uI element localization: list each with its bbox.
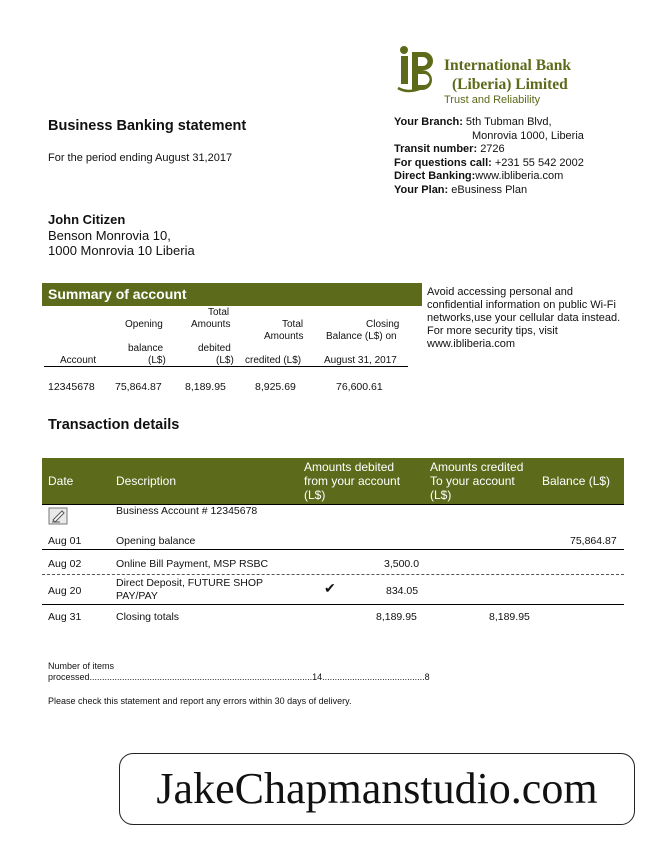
row-4-credit: 8,189.95 [489,611,530,623]
row-4-date: Aug 31 [48,611,82,623]
th-credited [430,460,523,502]
questions-value: +231 55 542 2002 [494,156,584,169]
transit-value: 2726 [480,143,505,155]
summary-account-value: 12345678 [48,381,95,393]
summary-header-closing-2: Balance (L$) on [326,331,397,342]
customer-address [48,212,195,259]
th-credited-line2: To your account [430,474,515,488]
statement-period: For the period ending August 31,2017 [48,152,233,164]
summary-closing-value: 76,600.61 [336,381,383,393]
account-line: Business Account # 12345678 [116,505,258,517]
plan-label: Your Plan: [394,183,449,196]
row-4-description: Closing totals [116,611,180,623]
branch-line1: 5th Tubman Blvd, [465,116,552,128]
branch-label: Your Branch: [394,116,463,128]
transactions-heading: Transaction details [48,417,180,433]
row-3-description-line2: PAY/PAY [116,590,158,602]
summary-header-credited-3: credited (L$) [245,355,302,366]
summary-header-closing-1: Closing [366,319,400,330]
items-processed [48,661,508,683]
items-processed-label: Number of items [48,661,115,671]
row-3-date: Aug 20 [48,585,82,597]
summary-heading: Summary of account [42,283,422,306]
row-1-balance: 75,864.87 [570,535,617,547]
summary-header-opening-2: balance [128,343,164,354]
customer-name: John Citizen [48,212,126,227]
summary-header-credited-2: Amounts [264,331,304,342]
statement-title: Business Banking statement [48,118,247,134]
summary-credited-value: 8,925.69 [255,381,296,393]
summary-divider [44,366,408,367]
th-debited-line3: (L$) [304,488,326,502]
th-debited-line1: Amounts debited [304,460,395,474]
summary-header-debited-3: debited [198,343,231,354]
branch-info [394,116,584,197]
note-icon [48,507,68,525]
summary-opening-value: 75,864.87 [115,381,162,393]
direct-banking-link[interactable]: www.ibliberia.com [475,170,564,182]
check-statement-note: Please check this statement and report any errors within 30 days of delivery. [48,696,352,706]
summary-header-account: Account [60,355,97,366]
summary-header-credited-1: Total [282,319,304,330]
th-credited-line1: Amounts credited [430,460,524,474]
th-balance: Balance (L$) [542,474,611,488]
transit-label: Transit number: [394,143,478,155]
th-credited-line3: (L$) [430,488,452,502]
summary-debited-value: 8,189.95 [185,381,226,393]
summary-header-debited-2: Amounts [191,319,231,330]
direct-banking-label: Direct Banking: [394,170,476,182]
security-tip: Avoid accessing personal and confidential information on public Wi-Fi networks,use your cellular data instead. For more security tips, visit www.ibliberia.com [427,286,621,350]
row-2-description: Online Bill Payment, MSP RSBC [116,558,269,570]
summary-header-debited-1: Total [208,307,230,318]
th-debited [304,460,400,502]
questions-label: For questions call: [394,156,492,169]
customer-address-line2: 1000 Monrovia 10 Liberia [48,243,195,258]
bank-name-line2: (Liberia) Limited [452,76,568,93]
row-3-debit: 834.05 [386,585,419,597]
row-4-debit: 8,189.95 [376,611,417,623]
summary-header-closing-3: August 31, 2017 [324,355,397,366]
items-processed-counts: processed.........................................................................................14.........................................8 [48,672,430,682]
bank-logo-icon [394,44,442,96]
th-description: Description [116,474,177,488]
bank-name-line1: International Bank [444,57,572,74]
summary-header-opening-3: (L$) [148,355,166,366]
row-divider [42,574,624,575]
branch-line2: Monrovia 1000, Liberia [472,129,584,142]
row-3-description-line1: Direct Deposit, FUTURE SHOP [116,577,264,589]
bank-name [444,56,571,94]
summary-header-debited-4: (L$) [216,355,234,366]
watermark-text: JakeChapmanstudio.com [156,764,598,813]
plan-value: eBusiness Plan [451,183,528,196]
row-2-debit: 3,500.0 [384,558,420,570]
checkmark-icon: ✔ [324,580,336,596]
th-date: Date [48,474,74,488]
row-2-date: Aug 02 [48,558,82,570]
customer-address-line1: Benson Monrovia 10, [48,227,171,243]
row-divider [42,604,624,605]
summary-header-opening-1: Opening [125,319,163,330]
row-1-date: Aug 01 [48,535,82,547]
th-debited-line2: from your account [304,474,401,488]
row-divider [42,549,624,550]
row-1-description: Opening balance [116,535,196,547]
bank-tagline: Trust and Reliability [444,94,541,106]
